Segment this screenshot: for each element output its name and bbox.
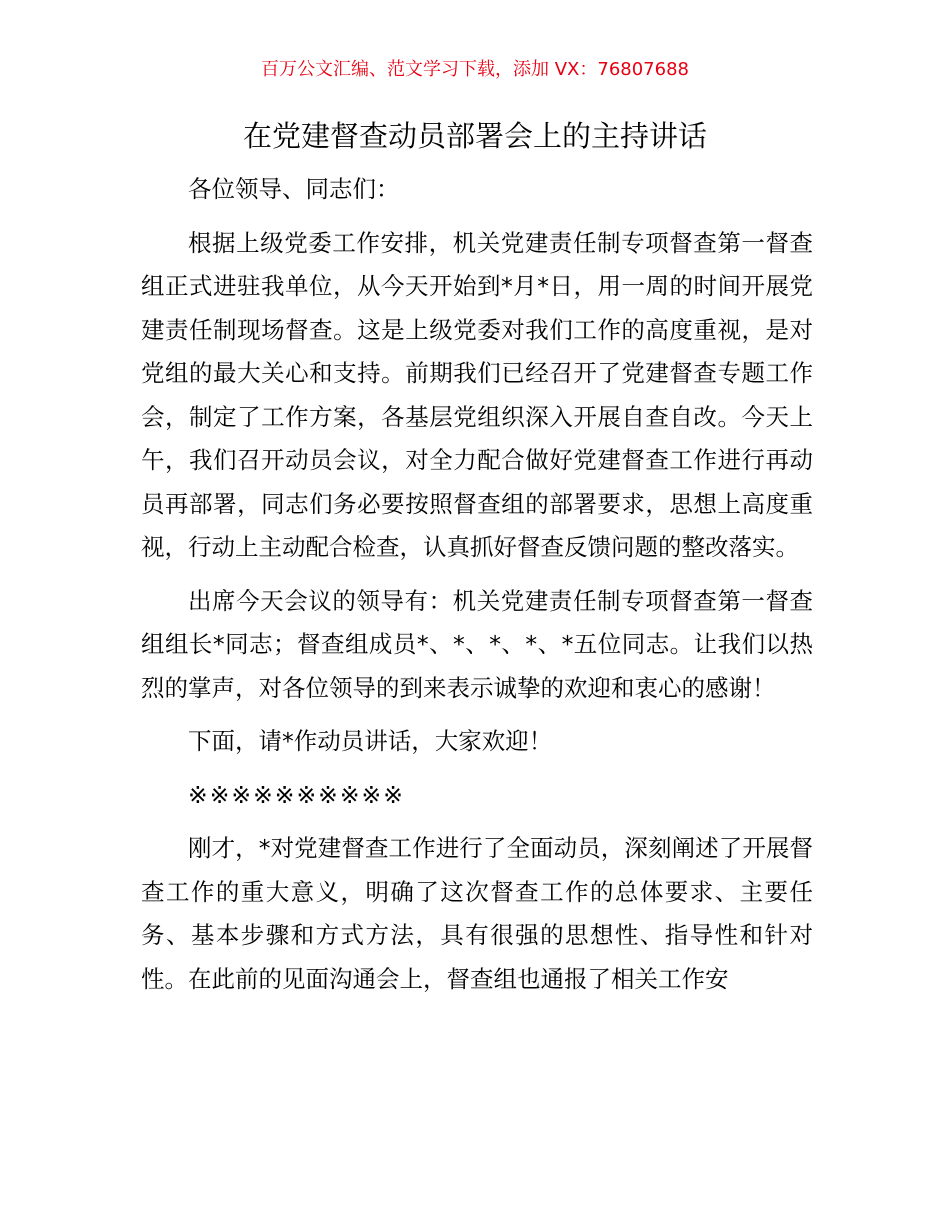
document-body [141, 168, 813, 1011]
section-separator: ※※※※※※※※※※ [188, 780, 405, 809]
paragraph-summary: 刚才，*对党建督查工作进行了全面动员，深刻阐述了开展督查工作的重大意义，明确了这次督查工作的总体要求、主要任务、基本步骤和方式方法，具有很强的思想性、指导性和针对性。在此前的见面沟通会上，督查组也通报了相关工作安 [141, 834, 813, 993]
paragraph-background: 根据上级党委工作安排，机关党建责任制专项督查第一督查组正式进驻我单位，从今天开始到*月*日，用一周的时间开展党建责任制现场督查。这是上级党委对我们工作的高度重视，是对党组的最大关心和支持。前期我们已经召开了党建督查专题工作会，制定了工作方案，各基层党组织深入开展自查自改。今天上午，我们召开动员会议，对全力配合做好党建督查工作进行再动员再部署，同志们务必要按照督查组的部署要求，思想上高度重视，行动上主动配合检查，认真抓好督查反馈问题的整改落实。 [141, 228, 813, 561]
paragraph-attendees: 出席今天会议的领导有：机关党建责任制专项督查第一督查组组长*同志；督查组成员*、*、*、*、*五位同志。让我们以热烈的掌声，对各位领导的到来表示诚挚的欢迎和衷心的感谢！ [141, 586, 813, 702]
salutation: 各位领导、同志们： [188, 175, 400, 203]
document-title: 在党建督查动员部署会上的主持讲话 [242, 119, 707, 153]
watermark-header: 百万公文汇编、范文学习下载，添加 VX：76807688 [261, 59, 689, 80]
paragraph-invitation: 下面，请*作动员讲话，大家欢迎！ [188, 727, 553, 755]
